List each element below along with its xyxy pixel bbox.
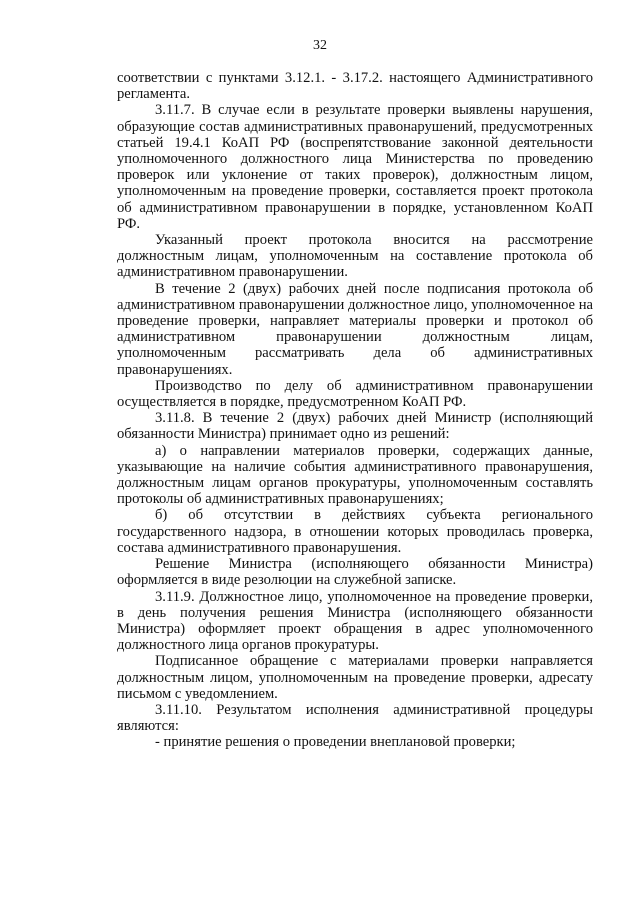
- paragraph: В течение 2 (двух) рабочих дней после подписания протокола об административном правонарушении должностное лицо, уполномоченное на проведение проверки, направляет материалы проверки и протокол об административном правонарушении должностным лицам, уполномоченным рассматривать дела об административных правонарушениях.: [117, 280, 593, 378]
- paragraph: а) о направлении материалов проверки, содержащих данные, указывающие на наличие события административного правонарушения, должностным лицам органов прокуратуры, уполномоченным составлять протоколы об административных правонарушениях;: [117, 442, 593, 508]
- paragraph: Подписанное обращение с материалами проверки направляется должностным лицом, уполномоченным на проведение проверки, адресату письмом с уведомлением.: [117, 653, 593, 702]
- paragraph: соответствии с пунктами 3.12.1. - 3.17.2. настоящего Административного регламента.: [117, 70, 593, 103]
- paragraph: - принятие решения о проведении внеплановой проверки;: [155, 734, 516, 751]
- paragraph: Производство по делу об административном правонарушении осуществляется в порядке, предусмотренном КоАП РФ.: [117, 377, 593, 411]
- paragraph: 3.11.10. Результатом исполнения административной процедуры являются:: [117, 701, 593, 735]
- document-body: [117, 70, 593, 751]
- paragraph: 3.11.9. Должностное лицо, уполномоченное на проведение проверки, в день получения решения Министра (исполняющего обязанности Министра) оформляет проект обращения в адрес уполномоченного должностного лица органов прокуратуры.: [117, 588, 593, 654]
- paragraph: б) об отсутствии в действиях субъекта регионального государственного надзора, в отношении которых проводилась проверка, состава административного правонарушения.: [117, 507, 593, 556]
- paragraph: 3.11.7. В случае если в результате проверки выявлены нарушения, образующие состав административных правонарушений, предусмотренных статьей 19.4.1 КоАП РФ (воспрепятствование законной деятельности уполномоченного должностного лица Министерства по проведению проверок или уклонение от таких проверок), должностным лицом, уполномоченным на проведение проверки, составляется проект протокола об административном правонарушении в порядке, установленном КоАП РФ.: [117, 102, 593, 232]
- paragraph: Указанный проект протокола вносится на рассмотрение должностным лицам, уполномоченным на составление протокола об административном правонарушении.: [117, 232, 593, 281]
- paragraph: 3.11.8. В течение 2 (двух) рабочих дней Министр (исполняющий обязанности Министра) принимает одно из решений:: [117, 410, 593, 443]
- page-number: 32: [313, 38, 327, 53]
- paragraph: Решение Министра (исполняющего обязанности Министра) оформляется в виде резолюции на служебной записке.: [117, 556, 593, 589]
